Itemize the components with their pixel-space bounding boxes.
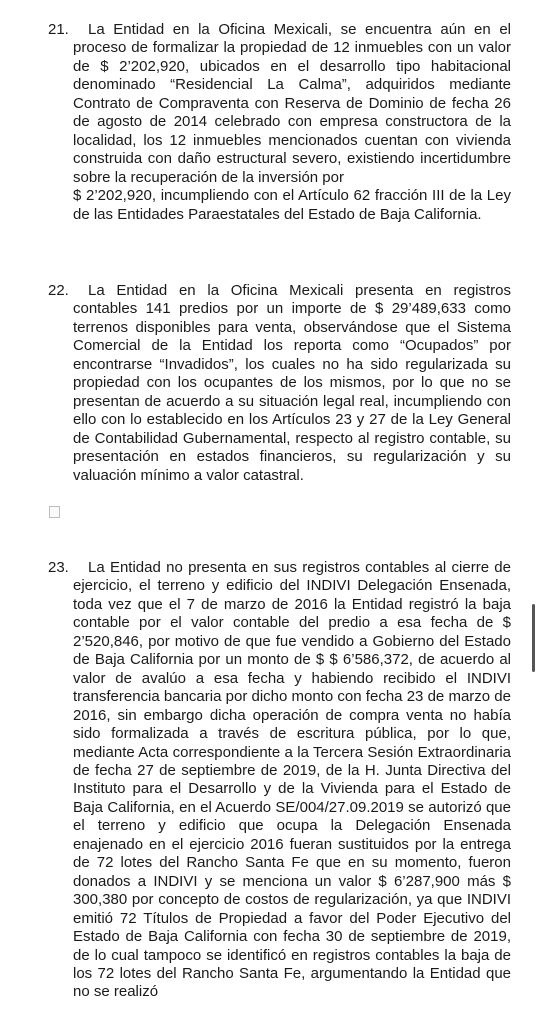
- scrollbar-thumb[interactable]: [532, 604, 535, 672]
- observation-text-main: La Entidad en la Oficina Mexicali, se encuentra aún en el proceso de formalizar la propiedad de 12 inmuebles con un valor de $ 2’202,920, ubicados en el desarrollo tipo habitacional denominado “Residencial La Calma”, adquiridos mediante Contrato de Compraventa con Reserva de Dominio de fecha 26 de agosto de 2014 celebrado con empresa constructora de la localidad, los 12 inmuebles mencionados cuentan con vivienda construida con daño estructural severo, existiendo incertidumbre sobre la recuperación de la inversión por: [73, 21, 511, 186]
- observation-text: La Entidad no presenta en sus registros contables al cierre de ejercicio, el terreno y edificio del INDIVI Delegación Ensenada, toda vez que el 7 de marzo de 2016 la Entidad registró la baja contable por el valor contable del predio a esa fecha de $ 2’520,846, por motivo de que fue vendido a Gobierno del Estado de Baja California por un monto de $ $ 6’586,372, de acuerdo al valor de avalúo a esa fecha y habiendo recibido el INDIVI transferencia bancaria por dicho monto con fecha 23 de marzo de 2016, sin embargo dicha operación de compra venta no había sido formalizada a través de escritura pública, por lo que, mediante Acta correspondiente a la Tercera Sesión Extraordinaria de fecha 27 de septiembre de 2019, de la H. Junta Directiva del Instituto para el Desarrollo y de la Vivienda para el Estado de Baja California, en el Acuerdo SE/004/27.09.2019 se autorizó que el terreno y edificio que ocupa la Delegación Ensenada enajenado en el ejercicio 2016 fueran sustituidos por la entrega de 72 lotes del Rancho Santa Fe que en su momento, fueron donados a INDIVI y se menciona un valor $ 6’287,900 más $ 300,380 por concepto de costos de regularización, ya que INDIVI emitió 72 Títulos de Propiedad a favor del Poder Ejecutivo del Estado de Baja California con fecha 30 de septiembre de 2019, de lo cual tampoco se identificó en registros contables la baja de los 72 lotes del Rancho Santa Fe, argumentando la Entidad que no se realizó: [73, 559, 511, 1001]
- observation-number: 22.: [48, 282, 69, 299]
- observation-text: [73, 21, 511, 224]
- observation-number: 23.: [48, 559, 69, 576]
- observation-text-continued: $ 2’202,920, incumpliendo con el Artículo 62 fracción III de la Ley de las Entidades Paraestatales del Estado de Baja California.: [73, 187, 511, 223]
- observation-text: La Entidad en la Oficina Mexicali presenta en registros contables 141 predios por un importe de $ 29’489,633 como terrenos disponibles para venta, observándose que el Sistema Comercial de la Entidad los reporta como “Ocupados” por encontrarse “Invadidos”, los cuales no ha sido regularizada su propiedad con los ocupantes de los mismos, por lo que no se presentan de acuerdo a su situación legal real, incumpliendo con ello con lo establecido en los Artículos 23 y 27 de la Ley General de Contabilidad Gubernamental, respecto al registro contable, su presentación en estados financieros, su regularización y su valuación mínimo a valor catastral.: [73, 282, 511, 484]
- empty-checkbox-glyph: [49, 506, 60, 518]
- observation-number: 21.: [48, 21, 69, 38]
